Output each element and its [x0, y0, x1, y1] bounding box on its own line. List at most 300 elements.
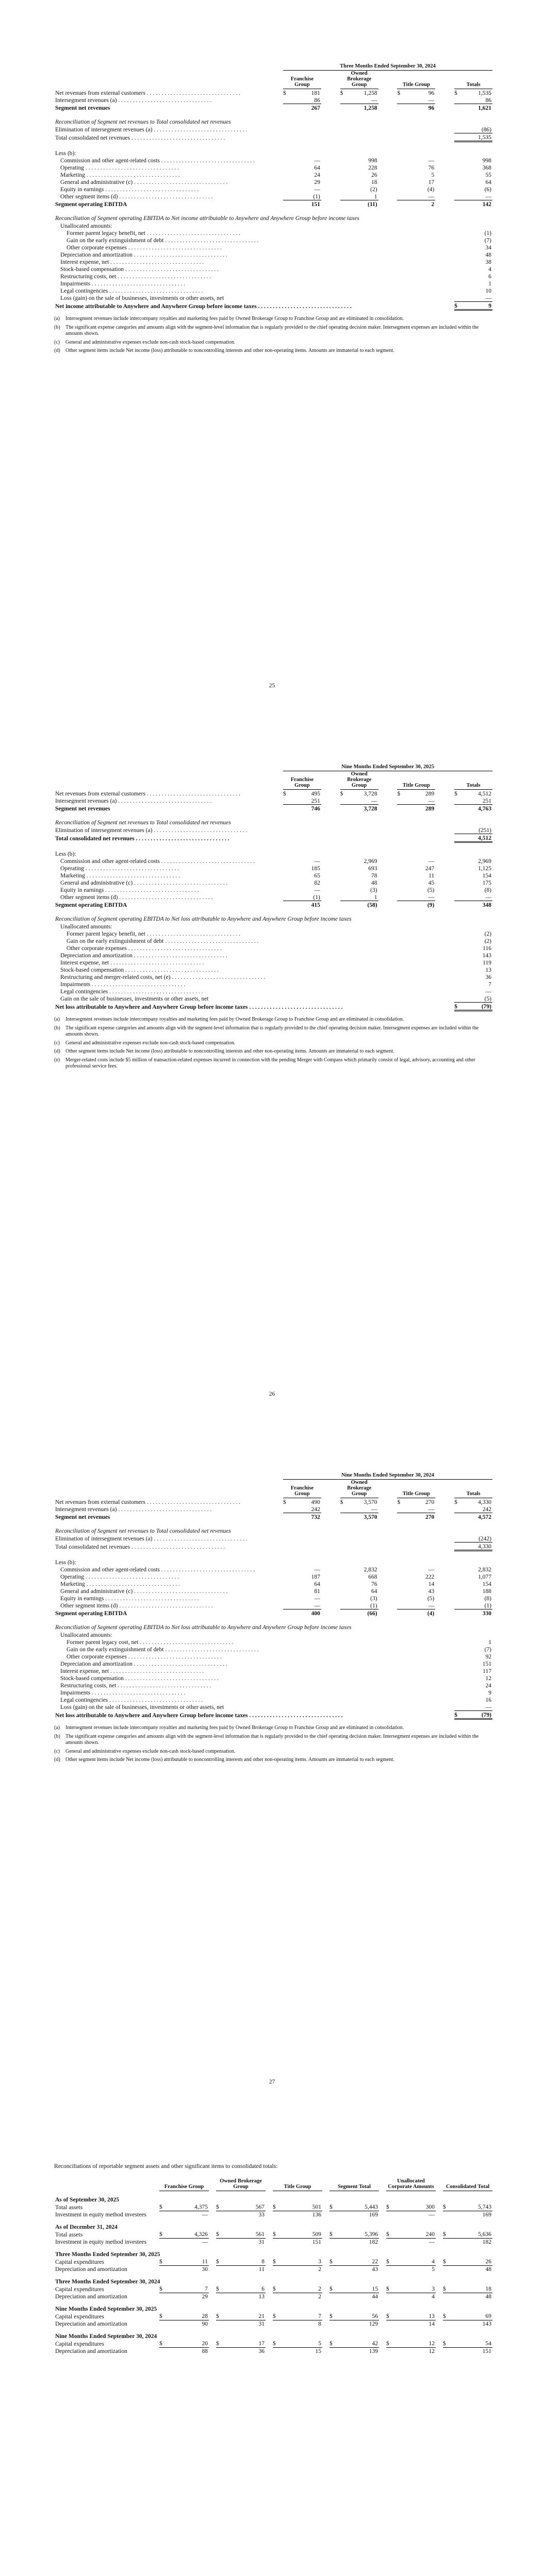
- gap: [378, 229, 398, 236]
- cell-value: 2,832: [364, 1566, 377, 1573]
- row-label: Former parent legacy benefit, net . . . . . . . . . . . . . . . . . . . . . . . . . . . . . . . .: [67, 930, 240, 937]
- currency-symbol: [397, 111, 416, 118]
- cell-value: [359, 1646, 378, 1653]
- cell-value: 96: [428, 90, 435, 96]
- cell-value: 117: [483, 1668, 491, 1674]
- cell-value: [473, 908, 492, 916]
- currency-symbol: [340, 294, 359, 302]
- currency-symbol: [397, 287, 416, 294]
- currency-symbol: [454, 200, 473, 208]
- column-header: Franchise Group: [283, 71, 321, 89]
- currency-symbol: [273, 2238, 298, 2246]
- currency-symbol: [454, 937, 473, 944]
- currency-symbol: [397, 251, 416, 258]
- gap: [435, 1573, 454, 1580]
- group-header-row: [54, 2218, 492, 2231]
- gap: [379, 2238, 386, 2246]
- currency-symbol: [283, 1667, 302, 1674]
- currency-symbol: [283, 178, 302, 185]
- gap: [378, 1595, 398, 1602]
- cell-value: 129: [369, 2321, 378, 2328]
- cell-value: [359, 1682, 378, 1689]
- currency-symbol: [283, 980, 302, 988]
- currency-symbol: [283, 1602, 302, 1609]
- column-header: Franchise Group: [159, 2178, 209, 2191]
- gap: [378, 1513, 398, 1521]
- currency-symbol: [340, 273, 359, 280]
- currency-symbol: $: [216, 2285, 241, 2293]
- currency-symbol: [283, 812, 302, 819]
- gap: [321, 1573, 340, 1580]
- cell-value: (79): [473, 1003, 492, 1011]
- cell-value: [302, 1638, 321, 1646]
- currency-symbol: [216, 2265, 241, 2273]
- cell-value: [416, 1543, 435, 1551]
- gap: [321, 294, 340, 302]
- table-row: [54, 2313, 492, 2320]
- table-row: [54, 872, 492, 879]
- table-row: [54, 1631, 492, 1638]
- gap: [321, 133, 340, 142]
- cell-value: 8: [318, 2321, 321, 2328]
- currency-symbol: [397, 1638, 416, 1646]
- cell-value: (8): [484, 887, 491, 893]
- gap: [321, 812, 340, 819]
- cell-value: (4): [427, 1610, 435, 1617]
- gap: [321, 1609, 340, 1617]
- gap: [378, 872, 398, 879]
- cell-value: 21: [241, 2313, 266, 2320]
- currency-symbol: [283, 995, 302, 1003]
- table-row: [54, 1638, 492, 1646]
- cell-value: 143: [482, 2321, 491, 2328]
- gap: [435, 973, 454, 980]
- table-row: [54, 1513, 492, 1521]
- gap: [321, 988, 340, 995]
- table-row: [54, 96, 492, 104]
- gap: [266, 2258, 273, 2266]
- period-header: Three Months Ended September 30, 2024: [283, 62, 492, 71]
- currency-symbol: [454, 229, 473, 236]
- gap: [436, 2285, 443, 2293]
- gap: [435, 164, 454, 171]
- row-label: Gain on the early extinguishment of debt . . . . . . . . . . . . . . . . . . . . . . . . . . . . . . . .: [67, 237, 259, 244]
- currency-symbol: [340, 1609, 359, 1617]
- gap: [321, 834, 340, 842]
- currency-symbol: [283, 826, 302, 834]
- row-label: Legal contingencies . . . . . . . . . . . . . . . . . . . . . . . . . . . . . . . .: [60, 988, 203, 995]
- column-header: Owned Brokerage Group: [340, 771, 378, 790]
- gap: [321, 1638, 340, 1646]
- gap: [378, 1573, 398, 1580]
- currency-symbol: [340, 111, 359, 118]
- gap: [378, 265, 398, 273]
- cell-value: (58): [367, 902, 377, 908]
- cell-value: 29: [202, 2294, 208, 2300]
- cell-value: 1,535: [478, 90, 491, 96]
- cell-value: 5,443: [354, 2204, 379, 2211]
- cell-value: 300: [411, 2204, 436, 2211]
- row-label: Impairments . . . . . . . . . . . . . . . . . . . . . . . . . . . . . . . .: [60, 1689, 186, 1696]
- row-label: General and administrative (c) . . . . . . . . . . . . . . . . . . . . . . . . . . . . . . . .: [60, 1588, 228, 1595]
- row-label: Unallocated amounts:: [60, 923, 112, 930]
- table-row: [54, 995, 492, 1003]
- cell-value: —: [485, 988, 491, 995]
- row-label: Total assets: [55, 2204, 83, 2211]
- row-label: Capital expenditures: [55, 2341, 104, 2347]
- cell-value: 36: [485, 974, 491, 980]
- cell-value: —: [314, 1595, 320, 1602]
- cell-value: [302, 973, 321, 980]
- cell-value: 228: [368, 164, 377, 171]
- row-label: Intersegment revenues (a) . . . . . . . . . . . . . . . . . . . . . . . . . . . . . . . .: [55, 97, 212, 104]
- gap: [378, 995, 398, 1003]
- currency-symbol: $: [283, 790, 286, 797]
- cell-value: [416, 1703, 435, 1711]
- cell-value: 42: [354, 2340, 379, 2348]
- table-row: [54, 1660, 492, 1667]
- currency-symbol: $: [159, 2231, 184, 2239]
- assets-table: [54, 2178, 492, 2355]
- table-row: [54, 1543, 492, 1551]
- gap: [379, 2211, 386, 2218]
- cell-value: [302, 1617, 321, 1624]
- cell-value: [416, 229, 435, 236]
- currency-symbol: [283, 973, 302, 980]
- currency-symbol: [454, 1617, 473, 1624]
- currency-symbol: [454, 178, 473, 185]
- gap: [321, 1513, 340, 1521]
- leader-dots: . . . . . . . . . . . . . . . . . . . . . . . . . . . . . . . .: [163, 1646, 259, 1653]
- cell-value: (11): [368, 201, 377, 208]
- currency-symbol: [397, 1602, 416, 1609]
- cell-value: 2: [318, 2294, 321, 2300]
- cell-value: 18: [468, 2285, 492, 2293]
- row-label: Capital expenditures: [55, 2259, 104, 2265]
- currency-symbol: [283, 1660, 302, 1667]
- gap: [435, 1003, 454, 1011]
- cell-value: 1: [359, 893, 378, 901]
- gap: [321, 995, 340, 1003]
- currency-symbol: [397, 302, 416, 310]
- currency-symbol: [454, 1535, 473, 1543]
- leader-dots: . . . . . . . . . . . . . . . . . . . . . . . . . . . . . . . .: [132, 1660, 227, 1667]
- cell-value: [302, 1653, 321, 1660]
- currency-symbol: $: [386, 2231, 411, 2239]
- table-row: [54, 1528, 492, 1535]
- cell-value: 5,636: [468, 2231, 492, 2239]
- row-label: Depreciation and amortization: [55, 2294, 127, 2300]
- cell-value: 24: [485, 1682, 491, 1689]
- gap: [378, 1638, 398, 1646]
- row-label: Reconciliation of Segment operating EBITDA to Net loss attributable to Anywhere and Anywhere Group before income taxes: [55, 916, 352, 922]
- cell-value: [359, 980, 378, 988]
- currency-symbol: [397, 1520, 416, 1528]
- gap: [435, 1513, 454, 1521]
- currency-symbol: [340, 944, 359, 952]
- currency-symbol: [283, 1573, 302, 1580]
- table-row: [54, 879, 492, 886]
- row-label: Commission and other agent-related costs . . . . . . . . . . . . . . . . . . . . . . . . . . . . . . . .: [60, 858, 255, 865]
- gap: [266, 2211, 273, 2218]
- gap: [435, 244, 454, 251]
- gap: [379, 2231, 386, 2239]
- currency-symbol: [386, 2347, 411, 2355]
- cell-value: [359, 1543, 378, 1551]
- row-label: Total consolidated net revenues . . . . . . . . . . . . . . . . . . . . . . . . . . . . . . . .: [55, 1544, 225, 1551]
- cell-value: 43: [428, 1588, 435, 1595]
- gap: [378, 1674, 398, 1682]
- header-spacer: [54, 1480, 283, 1498]
- gap: [435, 908, 454, 916]
- gap: [321, 96, 340, 104]
- currency-symbol: $: [397, 790, 401, 797]
- currency-symbol: [283, 280, 302, 287]
- cell-value: 187: [311, 1573, 320, 1580]
- table-row: [54, 2285, 492, 2293]
- currency-symbol: [340, 1602, 359, 1609]
- footnote: [54, 1016, 492, 1023]
- table-row: [54, 1617, 492, 1624]
- gap: [322, 2265, 329, 2273]
- cell-value: 151: [482, 2348, 491, 2355]
- leader-dots: . . . . . . . . . . . . . . . . . . . . . . . . . . . . . . . .: [123, 266, 219, 273]
- gap: [378, 1587, 398, 1595]
- cell-value: 116: [483, 945, 491, 952]
- leader-dots: . . . . . . . . . . . . . . . . . . . . . . . . . . . . . . . .: [256, 303, 352, 310]
- gap: [321, 164, 340, 171]
- gap: [378, 834, 398, 842]
- gap: [321, 842, 340, 851]
- group-header-row: [54, 2273, 492, 2285]
- header-spacer: [54, 762, 283, 771]
- row-label: Segment net revenues: [55, 1514, 110, 1520]
- currency-symbol: [397, 1587, 416, 1595]
- currency-symbol: [397, 200, 416, 208]
- cell-value: [359, 126, 378, 133]
- cell-value: 26: [371, 172, 377, 178]
- currency-symbol: [454, 273, 473, 280]
- row-label: Reconciliation of Segment net revenues to Total consolidated net revenues: [55, 1528, 231, 1534]
- table-row: [54, 812, 492, 819]
- row-label: Investment in equity method investees: [55, 2239, 146, 2246]
- currency-symbol: [340, 952, 359, 959]
- gap: [435, 886, 454, 893]
- gap: [378, 1498, 398, 1506]
- table-row: [54, 1580, 492, 1587]
- currency-symbol: [397, 930, 416, 937]
- cell-value: [359, 930, 378, 937]
- currency-symbol: [454, 930, 473, 937]
- currency-symbol: [340, 104, 359, 112]
- leader-dots: . . . . . . . . . . . . . . . . . . . . . . . . . . . . . . . .: [133, 1588, 228, 1595]
- cell-value: [302, 1646, 321, 1653]
- currency-symbol: [159, 2265, 184, 2273]
- currency-symbol: $: [340, 790, 343, 797]
- currency-symbol: [283, 1696, 302, 1703]
- currency-symbol: $: [443, 2231, 468, 2239]
- table-row: [54, 1609, 492, 1617]
- row-label: Reconciliation of Segment net revenues to Total consolidated net revenues: [55, 819, 231, 826]
- currency-symbol: [340, 797, 359, 805]
- cell-value: [359, 1667, 378, 1674]
- cell-value: 154: [482, 872, 491, 879]
- leader-dots: . . . . . . . . . . . . . . . . . . . . . . . . . . . . . . . .: [108, 287, 203, 294]
- gap: [435, 812, 454, 819]
- currency-symbol: [454, 294, 473, 302]
- table-row: [54, 118, 492, 126]
- cell-value: 732: [311, 1514, 320, 1520]
- currency-symbol: [283, 865, 302, 872]
- gap: [209, 2211, 216, 2218]
- cell-value: [302, 842, 321, 851]
- currency-symbol: [454, 1696, 473, 1703]
- row-label: [54, 908, 283, 916]
- cell-value: [359, 966, 378, 973]
- cell-value: 44: [372, 2294, 378, 2300]
- leader-dots: . . . . . . . . . . . . . . . . . . . . . . . . . . . . . . . .: [126, 244, 222, 251]
- row-label: [54, 111, 283, 118]
- row-label: Elimination of intersegment revenues (a) . . . . . . . . . . . . . . . . . . . . . . . . . . . . . . . .: [55, 127, 248, 133]
- segment-table: [54, 1471, 492, 1720]
- currency-symbol: [283, 157, 302, 164]
- gap: [435, 826, 454, 834]
- column-header: Totals: [454, 771, 492, 790]
- row-label: Intersegment revenues (a) . . . . . . . . . . . . . . . . . . . . . . . . . . . . . . . .: [55, 1506, 212, 1513]
- gap: [378, 812, 398, 819]
- gap: [435, 893, 454, 901]
- currency-symbol: [340, 857, 359, 865]
- column-header: Totals: [454, 1480, 492, 1498]
- table-row: [54, 287, 492, 294]
- gap: [321, 826, 340, 834]
- gap: [266, 2340, 273, 2348]
- cell-value: [359, 236, 378, 244]
- gap: [378, 797, 398, 805]
- cell-value: —: [428, 157, 435, 164]
- cell-value: [359, 1551, 378, 1559]
- currency-symbol: [454, 988, 473, 995]
- currency-symbol: [454, 908, 473, 916]
- row-label: Equity in earnings . . . . . . . . . . . . . . . . . . . . . . . . . . . . . . . .: [60, 887, 199, 893]
- row-label: Segment net revenues: [55, 105, 110, 111]
- gap: [321, 287, 340, 294]
- gap: [321, 1535, 340, 1543]
- cell-value: [359, 1703, 378, 1711]
- currency-symbol: [340, 1674, 359, 1682]
- currency-symbol: [340, 834, 359, 842]
- currency-symbol: [283, 1543, 302, 1551]
- cell-value: [302, 265, 321, 273]
- currency-symbol: [340, 171, 359, 178]
- currency-symbol: [397, 1660, 416, 1667]
- group-header-row: [54, 2191, 492, 2204]
- cell-value: 86: [473, 96, 492, 104]
- currency-symbol: $: [454, 1499, 457, 1505]
- gap: [321, 1646, 340, 1653]
- currency-symbol: [340, 1587, 359, 1595]
- row-label: Marketing . . . . . . . . . . . . . . . . . . . . . . . . . . . . . . . .: [60, 1581, 180, 1587]
- row-label: Depreciation and amortization: [55, 2348, 127, 2355]
- table-row: [54, 265, 492, 273]
- cell-value: [359, 826, 378, 834]
- gap: [321, 937, 340, 944]
- cell-value: [302, 944, 321, 952]
- cell-value: 4: [432, 2294, 435, 2300]
- currency-symbol: $: [273, 2340, 298, 2348]
- cell-value: 64: [314, 1581, 320, 1587]
- currency-symbol: [340, 185, 359, 193]
- cell-value: 1,535: [473, 133, 492, 142]
- cell-value: 5: [431, 172, 435, 178]
- currency-symbol: [397, 1003, 416, 1011]
- cell-value: 169: [482, 2212, 491, 2218]
- cell-value: [416, 959, 435, 966]
- table-row: [54, 104, 492, 112]
- currency-symbol: [454, 142, 473, 150]
- cell-value: [359, 937, 378, 944]
- table-row: [54, 294, 492, 302]
- leader-dots: . . . . . . . . . . . . . . . . . . . . . . . . . . . . . . . .: [152, 1536, 248, 1543]
- currency-symbol: [397, 1653, 416, 1660]
- gap: [379, 2293, 386, 2300]
- table-row: [54, 236, 492, 244]
- period-header-row: [54, 1471, 492, 1480]
- cell-value: [302, 251, 321, 258]
- cell-value: 12: [411, 2340, 436, 2348]
- currency-symbol: [340, 908, 359, 916]
- leader-dots: . . . . . . . . . . . . . . . . . . . . . . . . . . . . . . . .: [130, 135, 225, 142]
- currency-symbol: [454, 287, 473, 294]
- footnote: [54, 1757, 492, 1764]
- gap: [435, 797, 454, 805]
- cell-value: 4,572: [478, 1514, 491, 1520]
- currency-symbol: [397, 294, 416, 302]
- gap: [435, 995, 454, 1003]
- gap: [321, 208, 340, 215]
- currency-symbol: [340, 959, 359, 966]
- gap: [378, 1660, 398, 1667]
- cell-value: [416, 952, 435, 959]
- gap: [321, 126, 340, 133]
- cell-value: [416, 1638, 435, 1646]
- table-row: [54, 273, 492, 280]
- cell-value: 14: [428, 2321, 435, 2328]
- currency-symbol: [340, 812, 359, 819]
- cell-value: [302, 930, 321, 937]
- currency-symbol: [454, 126, 473, 133]
- table-row: [54, 1703, 492, 1711]
- cell-value: 188: [482, 1588, 491, 1595]
- gap: [209, 2320, 216, 2328]
- leader-dots: . . . . . . . . . . . . . . . . . . . . . . . . . . . . . . . .: [84, 865, 179, 872]
- cell-value: [416, 1653, 435, 1660]
- leader-dots: . . . . . . . . . . . . . . . . . . . . . . . . . . . . . . . .: [84, 164, 179, 171]
- leader-dots: . . . . . . . . . . . . . . . . . . . . . . . . . . . . . . . .: [85, 1581, 180, 1587]
- cell-value: [416, 966, 435, 973]
- cell-value: [416, 995, 435, 1003]
- cell-value: (86): [473, 126, 492, 133]
- currency-symbol: [397, 236, 416, 244]
- gap: [436, 2347, 443, 2355]
- gap: [321, 251, 340, 258]
- cell-value: [359, 908, 378, 916]
- cell-value: —: [416, 1505, 435, 1513]
- currency-symbol: [340, 1653, 359, 1660]
- cell-value: 182: [369, 2239, 378, 2246]
- gap: [378, 1543, 398, 1551]
- footnote-text: Other segment items include Net income (loss) attributable to noncontrolling interests and other non-operating items. Amounts are immaterial to each segment.: [65, 348, 394, 354]
